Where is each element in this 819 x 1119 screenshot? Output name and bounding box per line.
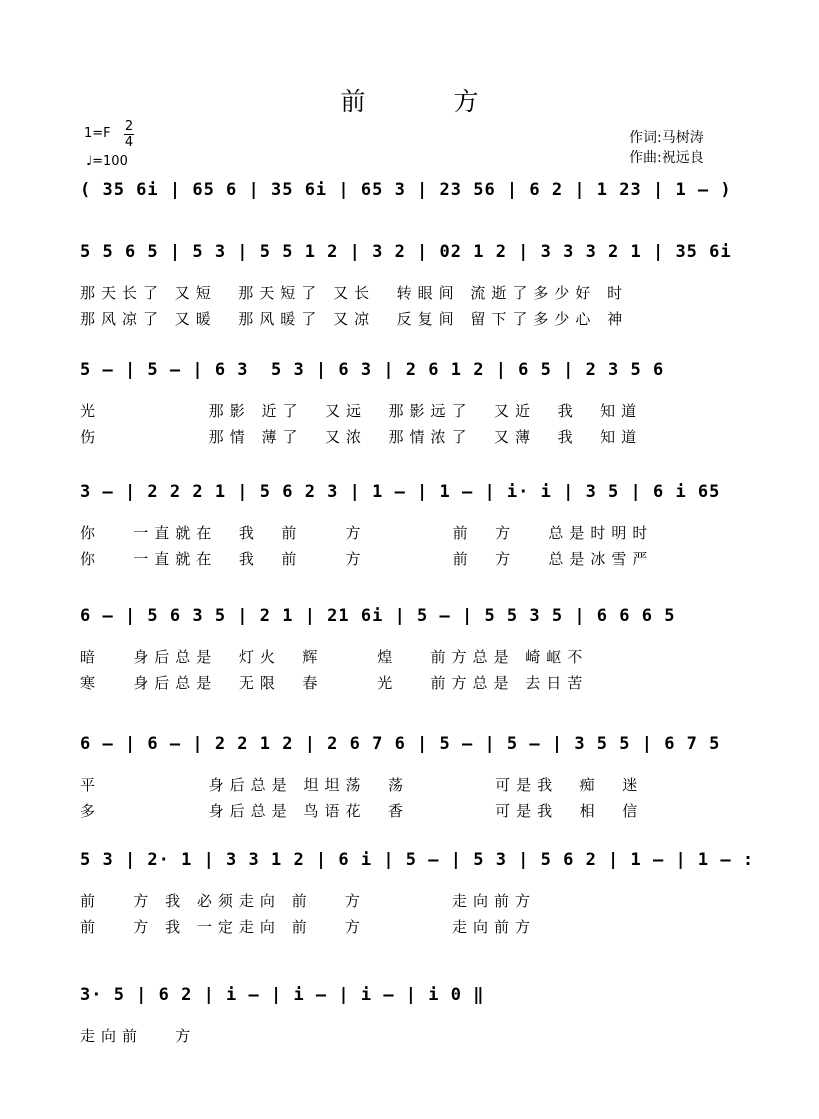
lyricist: 作词:马树涛 [629, 130, 704, 146]
time-signature-top: 2 [124, 119, 134, 134]
lyric-line: 寒 身后总是 无限 春 光 前方总是 去日苦 [80, 674, 589, 692]
lyric-line: 暗 身后总是 灯火 辉 煌 前方总是 崎岖不 [80, 648, 589, 666]
song-title: 前 方 [340, 87, 519, 116]
lyric-line: 前 方 我 必须走向 前 方 走向前方 [80, 892, 537, 910]
time-signature-bottom: 4 [124, 135, 134, 150]
lyric-line: 伤 那情 薄了 又浓 那情浓了 又薄 我 知道 [80, 428, 643, 446]
lyric-line: 多 身后总是 鸟语花 香 可是我 相 信 [80, 802, 644, 820]
lyric-line: 你 一直就在 我 前 方 前 方 总是时明时 [80, 524, 654, 542]
notation-row: 3· 5 | 6 2 | i – | i – | i – | i 0 ‖ [80, 985, 485, 1005]
lyric-line: 走向前 方 [80, 1027, 197, 1045]
credits [629, 128, 704, 168]
notation-row: ( 35 6i | 65 6 | 35 6i | 65 3 | 23 56 | 6 2 | 1 23 | 1 – ) [80, 180, 732, 200]
notation-row: 6 – | 5 6 3 5 | 2 1 | 21 6i | 5 – | 5 5 3 5 | 6 6 6 5 [80, 606, 676, 626]
lyric-line: 光 那影 近了 又远 那影远了 又近 我 知道 [80, 402, 643, 420]
notation-row: 5 – | 5 – | 6 3 5 3 | 6 3 | 2 6 1 2 | 6 5 | 2 3 5 6 [80, 360, 665, 380]
tempo-mark: ♩=100 [86, 154, 128, 169]
notation-row: 5 5 6 5 | 5 3 | 5 5 1 2 | 3 2 | 02 1 2 | 3 3 3 2 1 | 35 6i [80, 242, 732, 262]
notation-row: 6 – | 6 – | 2 2 1 2 | 2 6 7 6 | 5 – | 5 – | 3 5 5 | 6 7 5 [80, 734, 721, 754]
lyric-line: 你 一直就在 我 前 方 前 方 总是冰雪严 [80, 550, 654, 568]
composer: 作曲:祝远良 [629, 150, 704, 166]
lyric-line: 平 身后总是 坦坦荡 荡 可是我 痴 迷 [80, 776, 644, 794]
notation-row: 5 3 | 2· 1 | 3 3 1 2 | 6 i | 5 – | 5 3 | 5 6 2 | 1 – | 1 – : [80, 850, 755, 870]
notation-row: 3 – | 2 2 2 1 | 5 6 2 3 | 1 – | 1 – | i· i | 3 5 | 6 i 65 [80, 482, 721, 502]
key-signature: 1=F [84, 126, 111, 141]
time-signature [124, 120, 134, 149]
lyric-line: 那风凉了 又暖 那风暖了 又凉 反复间 留下了多少心 神 [80, 310, 629, 328]
lyric-line: 那天长了 又短 那天短了 又长 转眼间 流逝了多少好 时 [80, 284, 629, 302]
lyric-line: 前 方 我 一定走向 前 方 走向前方 [80, 918, 537, 936]
